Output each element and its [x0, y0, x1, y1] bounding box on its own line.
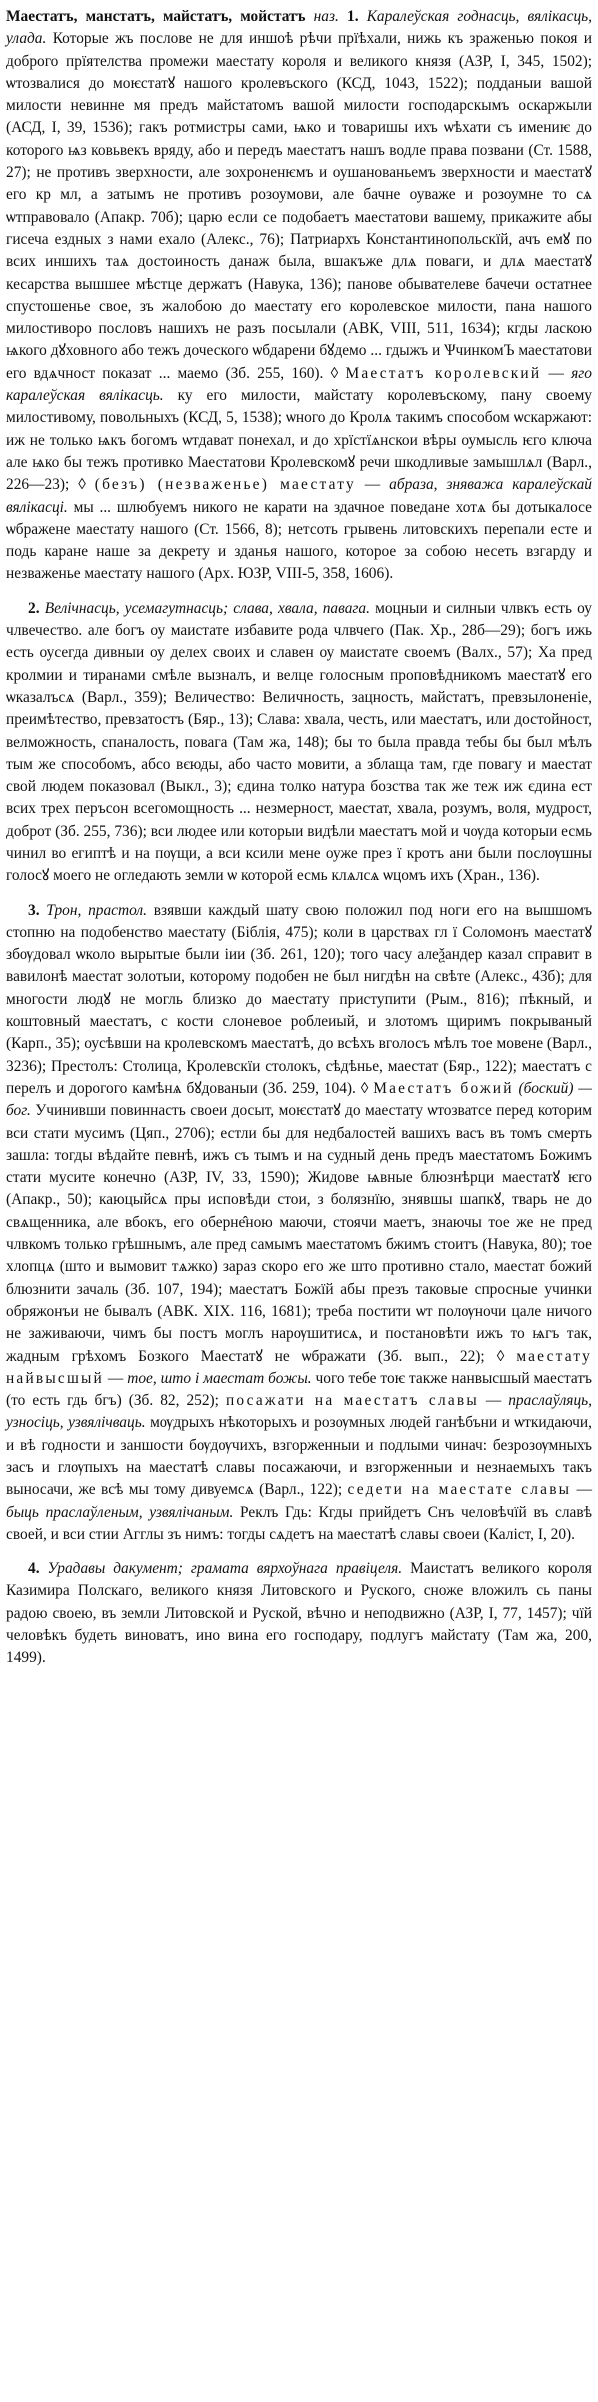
dictionary-entry: [6, 6, 592, 1670]
sense-number: 4.: [28, 1560, 40, 1578]
sense-definition: Урадавы дакумент; грамата вярхоўнага правіцеля.: [47, 1560, 403, 1578]
sense-definition: Каралеўская годнасць, вялікасць, улада.: [6, 8, 592, 48]
headword: Маестатъ, манстатъ, майстатъ, мойстатъ: [6, 8, 306, 25]
phrase-gloss: тое, што і маестат божы.: [127, 1369, 312, 1387]
sense-text: Реклъ Гдь: Кгды прийдетъ Снъ человѣчїй въ славѣ своей, и вси стии Агглы зъ нимъ: тогды сѧдетъ на маестатѣ славы своеи (Каліст, I, 20).: [6, 1503, 592, 1543]
sense-text: моцныи и силныи члвкъ есть оу члвечество. але богъ оу маистате избавите рода члвчего (Пак. Хр., 28б—29); богъ ижь есть оусегда дивныи оу делех своих и славен оу маистате своемъ (Валх., 57); Ха пред кролмии и тиранами смѣле вызналъ, и велце голосным проповѣдникомъ маестатꙋ его ѡказалъсѧ (Варл., 359); Величество: Величность, зацность, майстатъ, превзылоненіе, преимѣтество, превзатостъ (Бяр., 13); Слава: хвала, честь, или маестатъ, или достойност, велможность, спаналость, повага (Там жа, 148); бы то была правда тебы бы был мѣлъ тым же способомъ, абсо вєюды, або часто мовити, а зблаща там, где повагу и маестат свой людем показовал (Выкл., 3); єдина толко натура бозства так же теж иж єдина ест всих трех перъсон всегомощность ... незмерност, маестат, хвала, розумъ, воля, мудрост, доброт (Зб. 255, 736); вси людее или которыи видѣли маестатъ мой и чѹда которыи есмь чинил во египтѣ и на пѹщи, а вси ксили мене оуже през ї кротъ ани были послѹшны голосꙋ моего не огледають земли ѡ которой есмь клѧлсѧ ѡцомъ ихъ (Хран., 136).: [6, 599, 592, 885]
sense-definition: Трон, прастол.: [46, 901, 147, 919]
sense-number: 1.: [347, 8, 359, 25]
sense-text: взявши каждый шату свою положил под ноги его на вышшомъ стопню на подобенство маестату (Біблія, 475); коли в царствах гл ї Соломонъ маестатꙋ збѹдовал ѡколо вырытые были іии (Зб. 261, 120); того часу алеѯандер казал справит в вавилонѣ маестат золотыи, которому подобен не был нигдѣн на свѣте (Алекс., 43б); для многости людꙋ не могль близко до маестату приступити (Рым., 816); пѣкный, и коштовный маестатъ, с кости слоневое роблеиый, и злотомъ щиримъ покрываный (Карп., 35); оусѣвши на кролевскомъ маестатѣ, до всѣхъ вголосъ мѣлъ тое мовене (Варл., 3236); Престолъ: Столица, Кролевскїи столокъ, сѣдѣнье, маестат (Бяр., 122); маестатъ с перелъ и дорогого камѣнѧ бꙋдованыи (Зб. 259, 104). ◊: [6, 901, 592, 1097]
sense-number: 3.: [28, 901, 40, 919]
sense-text: мѹдрыхъ нѣкоторыхъ и розѹмных людей ганѣбъни и ѡткидаючи, и вѣ годности и заншости бѹдѹчихъ, взгорженныи и подлыми чинач: безрозѹмныхъ засъ и глѹпыхъ на маестатѣ славы посажаючи, и взгорженныи и незнаемыхъ такъ выносачи, же всѣ мы тому дивуемсѧ (Варл., 122);: [6, 1414, 592, 1499]
phrase-gloss: яго каралеўская вялікасць.: [6, 364, 592, 405]
phrase-gloss: абраза, зняважа каралеўскай вялікасці.: [6, 476, 592, 516]
sense-3: 3. Трон, прастол. взявши каждый шату свою положил под ноги его на вышшомъ стопню на подобенство маестату (Біблія, 475); коли в царствах гл ї Соломонъ маестатꙋ збѹдовал ѡколо вырытые были іии (Зб. 261, 120); того часу алеѯандер казал справит в вавилонѣ маестат золотыи, которому подобен не был нигдѣн на свѣте (Алекс., 43б); для многости людꙋ не могль близко до маестату приступити (Рым., 816); пѣкный, и коштовный маестатъ, с кости слоневое роблеиый, и злотомъ щиримъ покрываный (Карп., 35); оусѣвши на кролевскомъ маестатѣ, до всѣхъ вголосъ мѣлъ тое мовене (Варл., 3236); Престолъ: Столица, Кролевскїи столокъ, сѣдѣнье, маестат (Бяр., 122); маестатъ с перелъ и дорогого камѣнѧ бꙋдованыи (Зб. 259, 104). ◊ Маестатъ божий (боский) — бог. Учинивши повиннасть своеи досыт, моѥстатꙋ до маестату ѡтозватсе перед которим вси стати мусимъ (Цяп., 2706); естли бы для недбалостей вашихъ васъ въ томъ смерть зашла: тогды вѣдайте певнѣ, ижъ съ тымъ и на судный день предъ маестатомъ Божимъ стати мусите конечно (АЗР, IV, 33, 1590); Жидове ѩвные блюзнѣрци маестатꙋ ѥго (Апакр., 50); каюцыйсѧ пры исповѣди стои, з болязнїю, знявшы шапкꙋ, тварь не до свѧщенника, але вбокъ, его оберне̂ною маючи, стоячи маетъ, знаючы тое же не пред члвкомъ только грѣшнымъ, але пред самымъ маестатомъ бжимъ стоитъ (Навука, 80); тое хлопцѧ (што и вымовит тѧжко) зараз скоро его же што противно стало, маестат божий блюзнити зачаль (Зб. 107, 194); маестатъ Божїй абы презъ таковые спросные учинки обряжонъи не бывалъ (АВК. XIX. 116, 1681); треба постити ѡт полѹночи цале ничого не заживаючи, чимъ бы постъ моглъ нарѹшитисѧ, и постановѣти ижъ то ѩгъ так, жадным грѣхомъ Бозкого Маестатꙋ не ѡбражати (Зб. вып., 22); ◊ маестату найвысшый — тое, што і маестат божы. чого тебе тоѥ также нанвысшый маестатъ (то есть гдь бгъ) (Зб. 82, 252); посажати на маестатъ славы — праслаўляць, узносіць, узвялічваць. мѹдрыхъ нѣкоторыхъ и розѹмных людей ганѣбъни и ѡткидаючи, и вѣ годности и заншости бѹдѹчихъ, взгорженныи и подлыми чинач: безрозѹмныхъ засъ и глѹпыхъ на маестатѣ славы посажаючи, и взгорженныи и незнаемыхъ такъ выносачи, же всѣ мы тому дивуемсѧ (Варл., 122); седети на маестате славы — быць праслаўленым, узвялічаным. Реклъ Гдь: Кгды прийдетъ Снъ человѣчїй въ славѣ своей, и вси стии Агглы зъ нимъ: тогды сѧдетъ на маестатѣ славы своеи (Каліст, I, 20).: [6, 901, 593, 1543]
part-of-speech: наз.: [313, 8, 339, 25]
phrase-gloss: (боский) — бог.: [6, 1079, 592, 1120]
phrase: (безъ) (незваженье) маестату: [94, 476, 356, 494]
sense-1: Маестатъ, манстатъ, майстатъ, мойстатъ наз. 1. Каралеўская годнасць, вялікасць, улада. Которые жъ послове не для иншоѣ рѣчи прїѣхали, нижь къ зраженью покоя и доброго прїятелства промежи маестату короля и великого князя (АЗР, I, 345, 1502); ѡтозвалися до моѥстатꙋ нашого кролевъского (КСД, 1043, 1522); подданыи вашой милости невинне мя предъ майстатомъ вашой милости господарскымъ оскаржыли (АСД, I, 39, 1536); гакъ ротмистры сами, ѩко и товаришы ихъ ѡѣхати съ имениѥ до которого ѩз ковьвекъ вряду, або и передъ маестатъ нашъ водле права позвани (Ст. 1588, 27); не противъ зверхности, але зохроненѥмъ и оушанованьемъ зверхности и маестатꙋ его кр мл, а затымъ не противъ розоумови, але бачне оуваже и розоумне то сѧ ѡтправовало (Апакр. 70б); царю если се подобаетъ маестатови вашему, прикажите абы гисеча ездных з нами ехало (Алекс., 76); Патриархъ Константинопольскїй, ачъ емꙋ по всих иншихъ таѧ достоиность данаж была, вшакъже длѧ поваги, и длѧ маестатꙋ кесарства вышшее мѣстце держатъ (Навука, 136); панове обывателеве бачечи остатнее спустошенье свое, зъ жалобою до маестату его королевское милости, пана нашого милостиворо пословъ нашихъ не разъ посылали (АВК, VIII, 511, 1634); кгды ласкою ѩкого дꙋховного або тежъ доческого ѡбдарени бꙋдемо ... гдыжъ и ѰчинкомЪ маестатови его вдѧчност показат ... маемо (Зб. 255, 160). ◊ Маестатъ королевский — яго каралеўская вялікасць. ку его милости, майстату королевъскому, пану своему милостивому, повольныхъ (КСД, 5, 1538); ѡного до Кролѧ такимъ способом ѡскаржают: иж не только ѩкъ богомъ ѡтдават понехал, и до хрїстїѧнскои вѣры оумысль ѥго ключа але ѩко бы тежъ противко Маестатови Кролевскомꙋ речи шкодливые замышлѧл (Варл., 226—23); ◊ (безъ) (незваженье) маестату — абраза, зняважа каралеўскай вялікасці. мы ... шлюбуемъ никого не карати на здачное поведане хотѧ бы дотыкалосе ѡбражене маестату нашого (Ст. 1566, 8); нетсоть грывень литовскихъ перепали есте и подь каране наше за декрету и зданья нашого, которое за собою несеть взгарду и незваженье маестату нашого (Арх. ЮЗР, VIII-5, 358, 1606).: [6, 8, 593, 583]
phrase: Маестатъ королевский: [345, 364, 542, 382]
sense-number: 2.: [28, 599, 40, 617]
sense-4: [6, 1558, 592, 1669]
sense-2: [6, 598, 592, 888]
phrase-gloss: праслаўляць, узносіць, узвялічваць.: [6, 1392, 592, 1432]
phrase: Маестатъ божий: [373, 1079, 514, 1097]
sense-text: ку его милости, майстату королевъскому, пану своему милостивому, повольныхъ (КСД, 5, 1538); ѡного до Кролѧ такимъ способом ѡскаржают: иж не только ѩкъ богомъ ѡтдават понехал, и до хрїстїѧнскои вѣры оумысль ѥго ключа але ѩко бы тежъ противко Маестатови Кролевскомꙋ речи шкодливые замышлѧл (Варл., 226—23); ◊: [6, 387, 593, 494]
phrase: седети на маестате славы: [347, 1481, 572, 1499]
phrase: маестату найвысшый: [6, 1347, 592, 1387]
sense-text: мы ... шлюбуемъ никого не карати на здачное поведане хотѧ бы дотыкалосе ѡбражене маестату нашого (Ст. 1566, 8); нетсоть грывень литовскихъ перепали есте и подь каране наше за декрету и зданья нашого, которое за собою несеть взгарду и незваженье маестату нашого (Арх. ЮЗР, VIII-5, 358, 1606).: [6, 498, 592, 583]
sense-text: Учинивши повиннасть своеи досыт, моѥстатꙋ до маестату ѡтозватсе перед которим вси стати мусимъ (Цяп., 2706); естли бы для недбалостей вашихъ васъ въ томъ смерть зашла: тогды вѣдайте певнѣ, ижъ съ тымъ и на судный день предъ маестатомъ Божимъ стати мусите конечно (АЗР, IV, 33, 1590); Жидове ѩвные блюзнѣрци маестатꙋ ѥго (Апакр., 50); каюцыйсѧ пры исповѣди стои, з болязнїю, знявшы шапкꙋ, тварь не до свѧщенника, але вбокъ, его оберне̂ною маючи, стоячи маетъ, знаючы тое же не пред члвкомъ только грѣшнымъ, але пред самымъ маестатомъ бжимъ стоитъ (Навука, 80); тое хлопцѧ (што и вымовит тѧжко) зараз скоро его же што противно стало, маестат божий блюзнити зачаль (Зб. 107, 194); маестатъ Божїй абы презъ таковые спросные учинки обряжонъи не бывалъ (АВК. XIX. 116, 1681); треба постити ѡт полѹночи цале ничого не заживаючи, чимъ бы постъ моглъ нарѹшитисѧ, и постановѣти ижъ то ѩгъ так, жадным грѣхомъ Бозкого Маестатꙋ не ѡбражати (Зб. вып., 22); ◊: [6, 1102, 592, 1365]
sense-definition: Велічнасць, усемагутнасць; слава, хвала, павага.: [44, 599, 370, 617]
phrase-gloss: быць праслаўленым, узвялічаным.: [6, 1503, 234, 1521]
sense-text: Которые жъ послове не для иншоѣ рѣчи прїѣхали, нижь къ зраженью покоя и доброго прїятелства промежи маестату короля и великого князя (АЗР, I, 345, 1502); ѡтозвалися до моѥстатꙋ нашого кролевъского (КСД, 1043, 1522); подданыи вашой милости невинне мя предъ майстатомъ вашой милости господарскымъ оскаржыли (АСД, I, 39, 1536); гакъ ротмистры сами, ѩко и товаришы ихъ ѡѣхати съ имениѥ до которого ѩз ковьвекъ вряду, або и передъ маестатъ нашъ водле права позвани (Ст. 1588, 27); не противъ зверхности, але зохроненѥмъ и оушанованьемъ зверхности и маестатꙋ его кр мл, а затымъ не противъ розоумови, але бачне оуваже и розоумне то сѧ ѡтправовало (Апакр. 70б); царю если се подобаетъ маестатови вашему, прикажите абы гисеча ездных з нами ехало (Алекс., 76); Патриархъ Константинопольскїй, ачъ емꙋ по всих иншихъ таѧ достоиность данаж была, вшакъже длѧ поваги, и длѧ маестатꙋ кесарства вышшее мѣстце держатъ (Навука, 136); панове обывателеве бачечи остатнее спустошенье свое, зъ жалобою до маестату его королевское милости, пана нашого милостиворо пословъ нашихъ не разъ посылали (АВК, VIII, 511, 1634); кгды ласкою ѩкого дꙋховного або тежъ доческого ѡбдарени бꙋдемо ... гдыжъ и ѰчинкомЪ маестатови его вдѧчност показат ... маемо (Зб. 255, 160). ◊: [6, 30, 592, 382]
sense-text: чого тебе тоѥ также нанвысшый маестатъ (то есть гдь бгъ) (Зб. 82, 252);: [6, 1369, 593, 1410]
phrase: посажати на маестатъ славы: [225, 1392, 479, 1410]
sense-text: Маистатъ великого короля Казимира Полскаго, великого князя Литовского и Руского, сноже вложилъ сь паны радою своею, въ земли Литовской и Руской, вѣчно и неподвижно (АЗР, I, 77, 1457); чїй человѣкъ будеть виноватъ, ино вина его господару, подлугъ майстату (Там жа, 200, 1499).: [6, 1560, 592, 1667]
